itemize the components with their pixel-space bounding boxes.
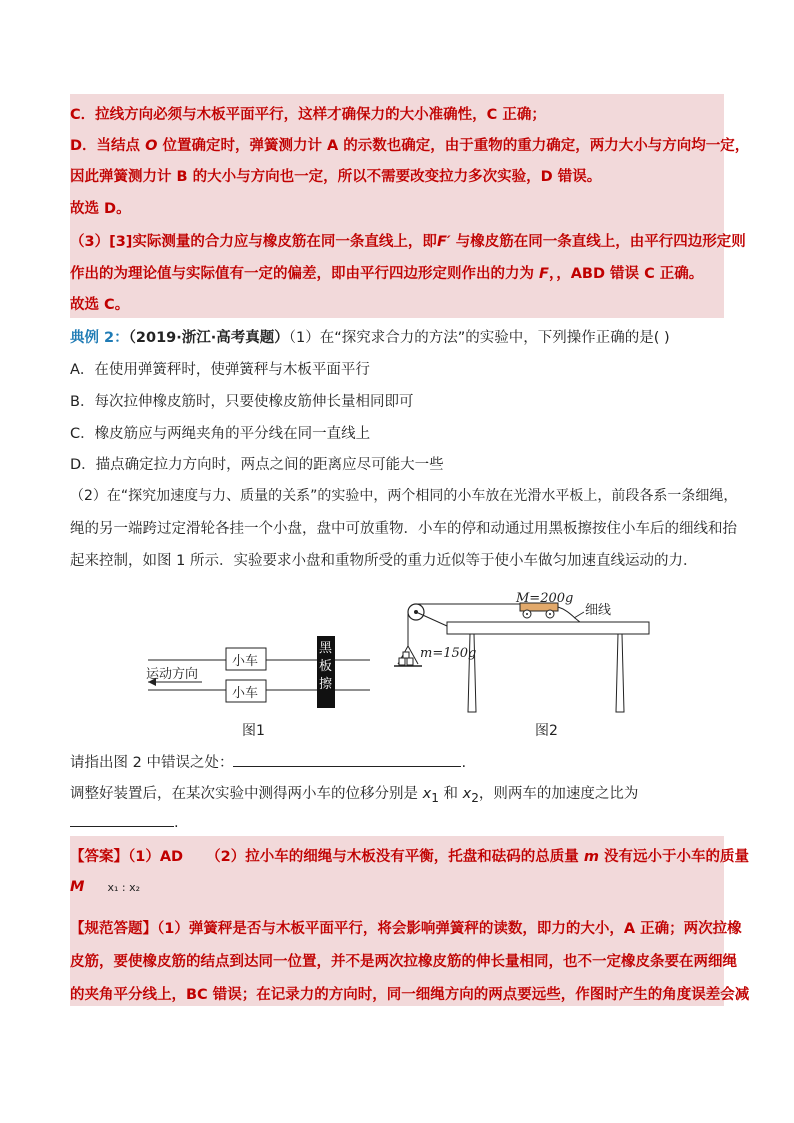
example2-heading: [70, 326, 670, 347]
mass-m-label: m=150g: [420, 646, 477, 661]
answer-line-d2: 因此弹簧测力计 B 的大小与方向也一定，所以不需要改变拉力多次实验，D 错误。: [70, 169, 602, 185]
answer-highlight-1: [70, 94, 724, 318]
mass-M-label: M=200g: [516, 591, 574, 606]
answer-line-3b: 作出的为理论值与实际值有一定的偏差，即由平行四边形定则作出的力为 F，，ABD 错误 C 正确。: [70, 266, 704, 282]
solution-line-2: 皮筋，要使橡皮筋的结点到达同一位置，并不是两次拉橡皮筋的伸长量相同，也不一定橡皮条要在两细绳: [70, 954, 737, 970]
figure-2-caption: 图2: [535, 723, 558, 739]
solution-line-1: 【规范答题】（1）弹簧秤是否与木板平面平行，将会影响弹簧秤的读数，即力的大小，A 正确；两次拉橡: [70, 921, 742, 937]
car-top-label: 小车: [232, 654, 259, 669]
answer-line-choose-d: 故选 D。: [70, 201, 131, 217]
question-2-line3: 起来控制，如图 1 所示．实验要求小盘和重物所受的重力近似等于使小车做匀加速直线运动的力．: [70, 553, 698, 569]
thread: [558, 607, 580, 622]
example-label: 典例 2：: [70, 330, 129, 346]
table-leg-right: [616, 634, 624, 712]
question-2-line1: （2）在“探究加速度与力、质量的关系”的实验中，两个相同的小车放在光滑水平板上，前段各系一条细绳，: [70, 488, 738, 504]
solution-line-3: 的夹角平分线上，BC 错误；在记录力的方向时，同一细绳方向的两点要远些，作图时产生的角度误差会减: [70, 987, 750, 1003]
car-bottom-label: 小车: [232, 686, 259, 701]
solution-label: 【规范答题】: [70, 921, 157, 937]
option-d: D．描点确定拉力方向时，两点之间的距离应尽可能大一些: [70, 457, 444, 473]
answer-blank-1[interactable]: [233, 752, 461, 767]
direction-label: 运动方向: [146, 667, 199, 682]
thread-label: 细线: [585, 603, 612, 618]
answer-label: 【答案】: [70, 849, 128, 865]
answer-line-choose-c: 故选 C。: [70, 297, 130, 313]
answer-blank-2[interactable]: [70, 812, 174, 827]
ask-ratio-line: 调整好装置后，在某次实验中测得两小车的位移分别是 $x_1$ 和 $x_2$，则两车的加速度之比为: [70, 786, 639, 805]
figure-1-caption: 图1: [242, 723, 265, 739]
answer-line-2: M x₁ : x₂: [70, 879, 141, 895]
ask-error-line: 请指出图 2 中错误之处： .: [70, 751, 466, 772]
ask-ratio-blank-line: .: [70, 812, 179, 831]
option-b: B．每次拉伸橡皮筋时，只要使橡皮筋伸长量相同即可: [70, 394, 414, 410]
eraser-label: 黑板擦: [319, 641, 333, 692]
option-c: C．橡皮筋应与两绳夹角的平分线在同一直线上: [70, 426, 371, 442]
answer-line-3a: （3）[3]实际测量的合力应与橡皮筋在同一条直线上，即F′ 与橡皮筋在同一条直线上，由平行四边形定则: [70, 234, 746, 250]
table-top: [447, 622, 649, 634]
answer-line-1: 【答案】（1）AD （2）拉小车的细绳与木板没有平衡，托盘和砝码的总质量 m 没有远小于小车的质量: [70, 849, 749, 865]
question-1: （1）在“探究求合力的方法”的实验中，下列操作正确的是( ): [288, 330, 670, 346]
example-source: （2019·浙江·高考真题）: [128, 330, 289, 346]
question-2-line2: 绳的另一端跨过定滑轮各挂一个小盘，盘中可放重物．小车的停和动通过用黑板擦按住小车后的细线和抬: [70, 521, 737, 537]
answer-line-c: C．拉线方向必须与木板平面平行，这样才确保力的大小准确性，C 正确；: [70, 107, 546, 123]
option-a: A．在使用弹簧秤时，使弹簧秤与木板平面平行: [70, 362, 370, 378]
answer-line-d1: D．当结点 O 位置确定时，弹簧测力计 A 的示数也确定，由于重物的重力确定，两力大小与方向均一定，: [70, 138, 750, 154]
